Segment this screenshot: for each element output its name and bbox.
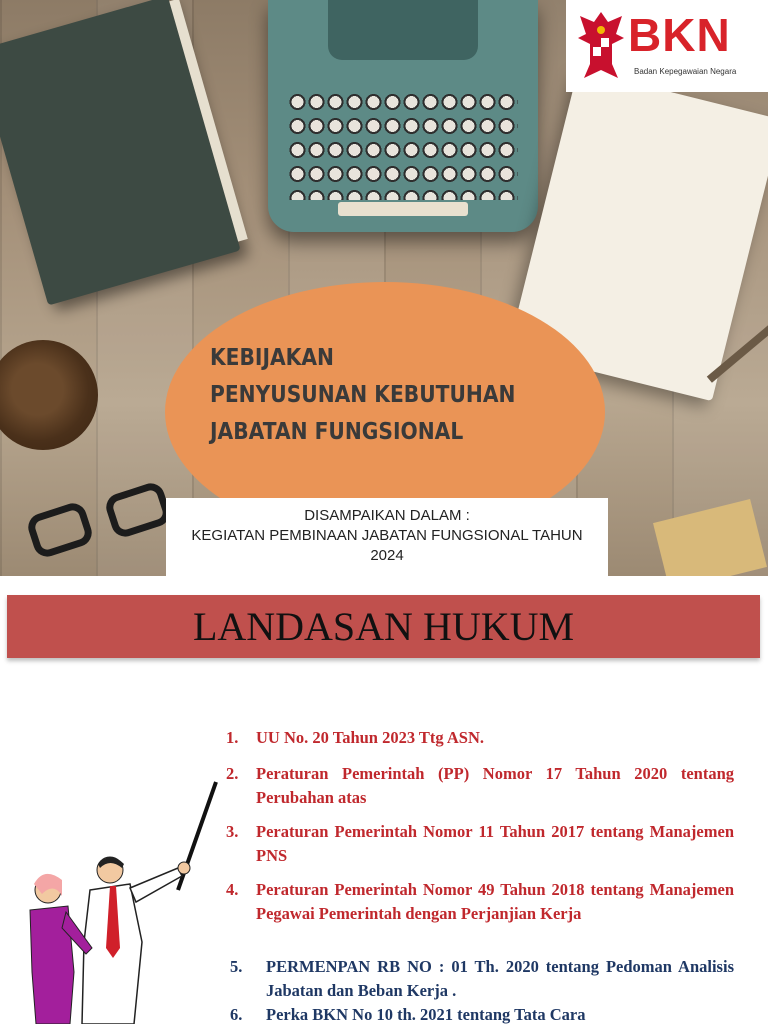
presenter-illustration — [18, 772, 238, 1024]
list-item — [226, 955, 734, 1002]
garuda-emblem-icon — [578, 8, 624, 82]
cover-title-line: JABATAN FUNGSIONAL — [210, 419, 464, 445]
caption-line: KEGIATAN PEMBINAAN JABATAN FUNGSIONAL TAHUN — [191, 527, 583, 544]
logo-subtitle: Badan Kepegawaian Negara — [634, 67, 737, 76]
cover-title-line: KEBIJAKAN — [210, 345, 334, 371]
heading-banner — [7, 595, 760, 658]
list-item-number: 5. — [230, 957, 243, 976]
list-item-text: Peraturan Pemerintah (PP) Nomor 17 Tahun 2020 tentang Perubahan atas — [256, 764, 734, 807]
caption-line: DISAMPAIKAN DALAM : — [304, 507, 470, 524]
list-item — [226, 1003, 734, 1024]
list-item-number: 2. — [226, 764, 239, 783]
list-item — [226, 726, 734, 750]
box-image — [653, 499, 767, 576]
list-item-number: 1. — [226, 728, 239, 747]
glasses-image — [30, 488, 180, 568]
list-item-text: Perka BKN No 10 th. 2021 tentang Tata Cara — [266, 1005, 586, 1024]
list-item-text: UU No. 20 Tahun 2023 Ttg ASN. — [256, 728, 485, 747]
list-item-number: 3. — [226, 822, 239, 841]
logo-name: BKN — [628, 9, 731, 61]
list-item-text: Peraturan Pemerintah Nomor 49 Tahun 2018 tentang Manajemen Pegawai Pemerintah dengan Perjanjian Kerja — [256, 880, 734, 923]
slide-heading: LANDASAN HUKUM — [192, 604, 575, 649]
legal-basis-slide — [0, 576, 768, 1024]
list-item — [226, 820, 734, 867]
cover-title — [210, 340, 536, 451]
list-item-number: 6. — [230, 1005, 243, 1024]
book-image — [0, 0, 241, 305]
pinecone-image — [0, 340, 98, 450]
list-item — [226, 878, 734, 925]
list-item-text: Peraturan Pemerintah Nomor 11 Tahun 2017 tentang Manajemen PNS — [256, 822, 734, 865]
caption-box — [166, 498, 608, 576]
list-item — [226, 762, 734, 809]
list-item-number: 4. — [226, 880, 239, 899]
typewriter-image — [268, 0, 538, 232]
list-item-text: PERMENPAN RB NO : 01 Th. 2020 tentang Pedoman Analisis Jabatan dan Beban Kerja . — [266, 957, 734, 1000]
bkn-logo — [566, 0, 768, 92]
caption-line: 2024 — [370, 547, 404, 564]
cover-title-line: PENYUSUNAN KEBUTUHAN — [210, 382, 516, 408]
